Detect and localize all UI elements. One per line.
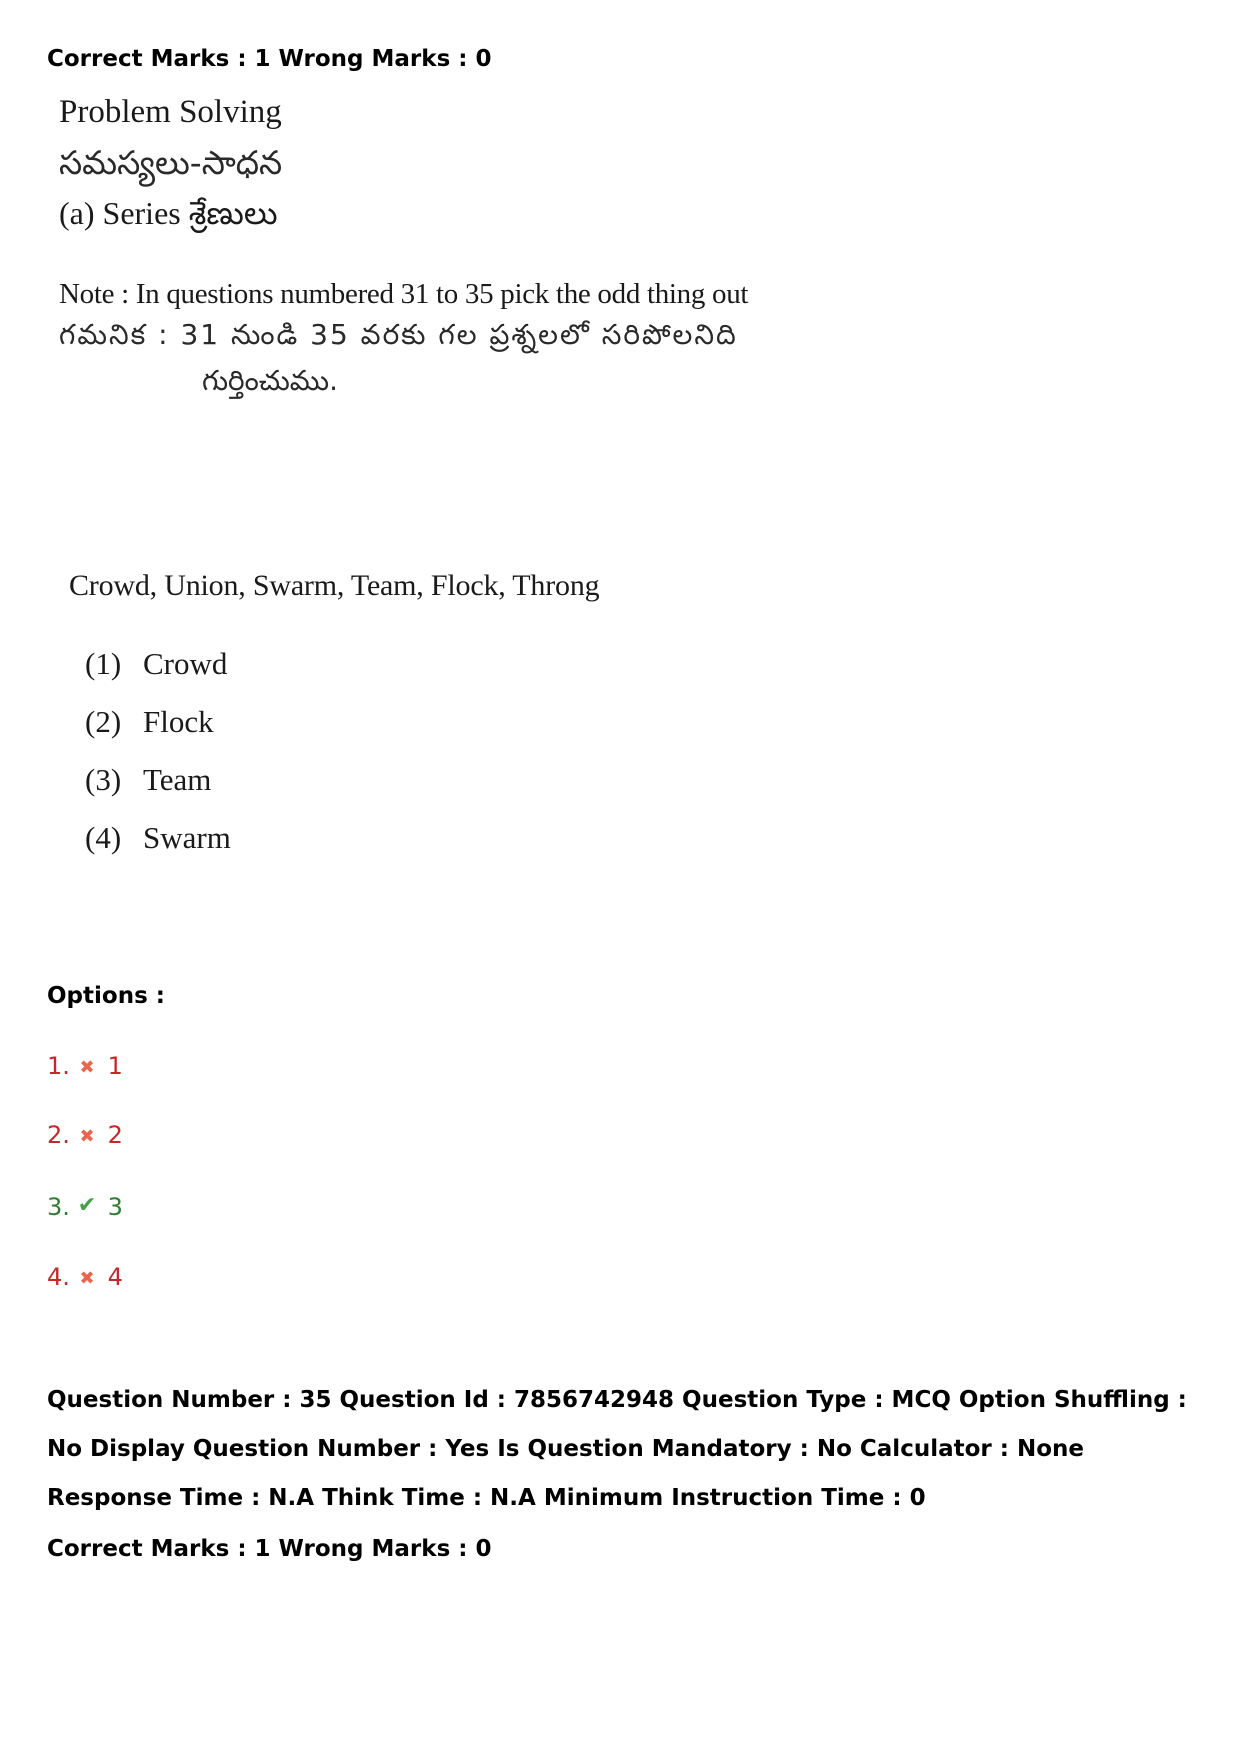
choice-4 — [85, 820, 231, 856]
top-marks: Correct Marks : 1 Wrong Marks : 0 — [47, 46, 492, 72]
option-value: 1 — [107, 1052, 123, 1080]
option-index: 3. — [47, 1193, 70, 1221]
subsection-title: (a) Series శ్రేణులు — [59, 195, 278, 231]
option-value: 4 — [107, 1263, 123, 1291]
choice-number: (4) — [85, 820, 122, 855]
option-index: 1. — [47, 1052, 70, 1080]
question-info: Question Number : 35 Question Id : 7856742948 Question Type : MCQ Option Shuffling : No Display Question Number : Yes Is Question Mandatory : No Calculator : None Response Time : N.A Think Time : N.A Minimum Instruction Time : 0 — [47, 1387, 1187, 1511]
bottom-marks: Correct Marks : 1 Wrong Marks : 0 — [47, 1536, 492, 1562]
choice-number: (2) — [85, 704, 122, 739]
option-index: 2. — [47, 1121, 70, 1149]
choice-text: Team — [143, 762, 212, 797]
instruction-note: Note : In questions numbered 31 to 35 pick the odd thing out — [59, 278, 749, 310]
cross-icon: ✖ — [79, 1126, 95, 1147]
option-2 — [47, 1121, 123, 1149]
question-text: Crowd, Union, Swarm, Team, Flock, Throng — [69, 569, 600, 602]
choice-3 — [85, 762, 211, 798]
check-icon: ✔ — [77, 1193, 97, 1218]
cross-icon: ✖ — [79, 1057, 95, 1078]
choice-1 — [85, 646, 227, 682]
option-value: 2 — [107, 1121, 123, 1149]
section-title: Problem Solving — [59, 94, 282, 130]
instruction-note-telugu-cont: గుర్తించుము. — [202, 364, 338, 397]
choice-number: (3) — [85, 762, 122, 797]
option-3 — [47, 1193, 123, 1221]
choice-text: Swarm — [143, 820, 231, 855]
option-1 — [47, 1052, 123, 1080]
section-title-telugu: సమస్యలు-సాధన — [59, 143, 283, 182]
choice-text: Crowd — [143, 646, 228, 681]
options-heading: Options : — [47, 983, 165, 1009]
option-4 — [47, 1263, 123, 1291]
choice-number: (1) — [85, 646, 122, 681]
instruction-note-telugu: గమనిక : 31 నుండి 35 వరకు గల ప్రశ్నలలో సరిపోలనిది — [59, 318, 738, 351]
option-value: 3 — [107, 1193, 123, 1221]
cross-icon: ✖ — [79, 1268, 95, 1289]
choice-text: Flock — [143, 704, 214, 739]
choice-2 — [85, 704, 214, 740]
option-index: 4. — [47, 1263, 70, 1291]
